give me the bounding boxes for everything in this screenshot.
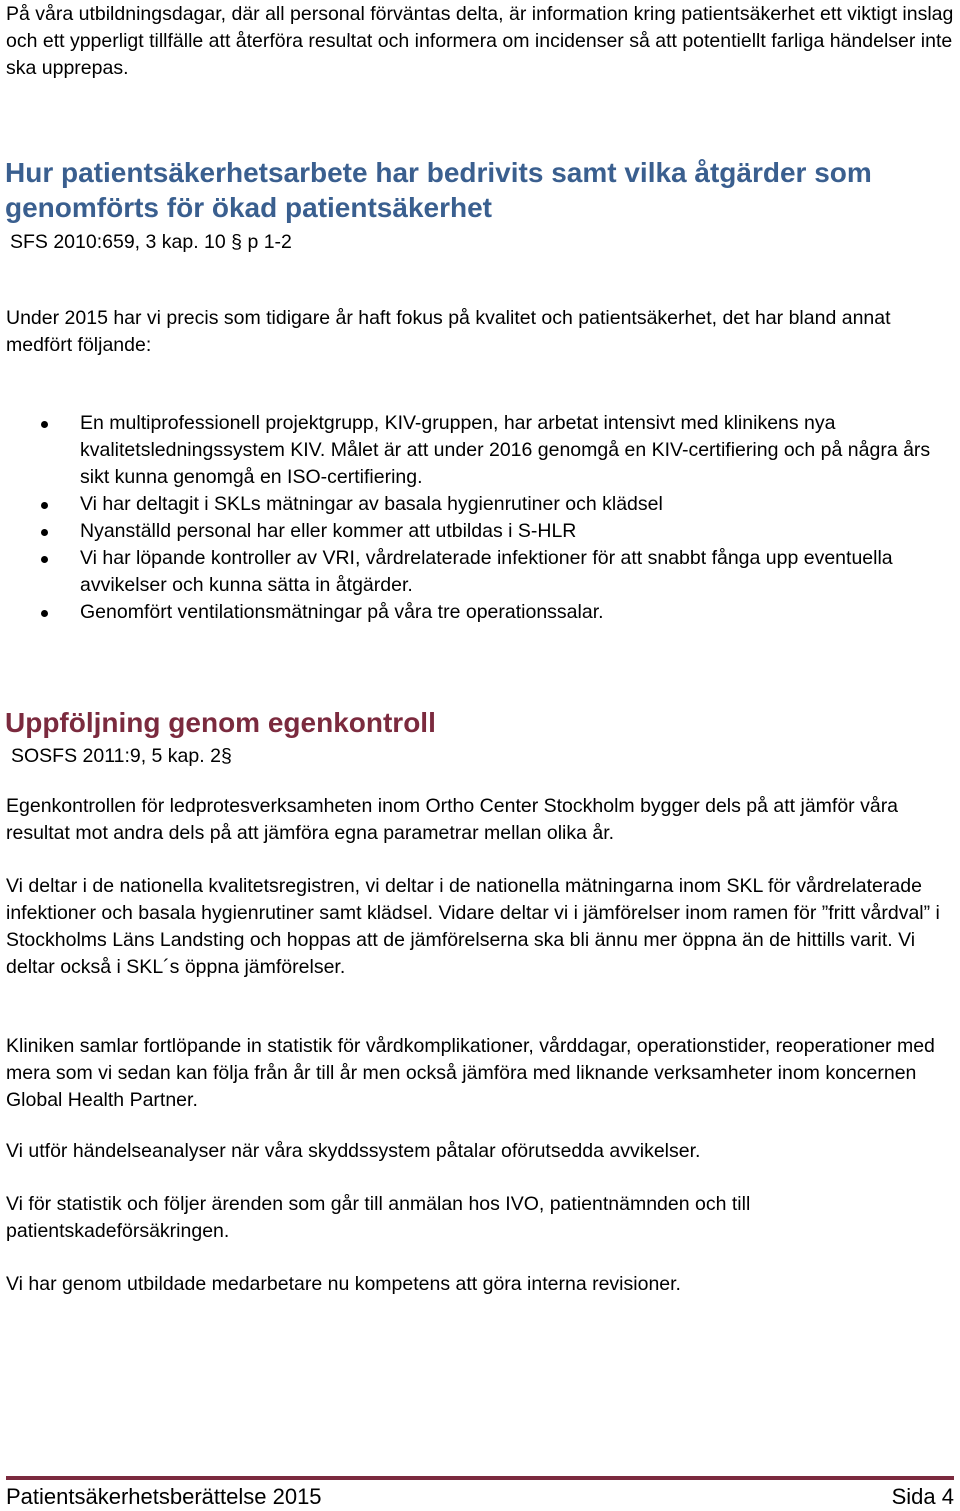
bullet-icon <box>41 421 48 428</box>
page-number: Sida 4 <box>891 1484 954 1509</box>
measures-list <box>0 410 950 626</box>
footer-title: Patientsäkerhetsberättelse 2015 <box>6 1484 322 1509</box>
bullet-icon <box>41 610 48 617</box>
body-paragraph: Vi deltar i de nationella kvalitetsregistren, vi deltar i de nationella mätningarna inom SKL för vårdrelaterade infektioner och basala hygienrutiner samt klädsel. Vidare deltar vi i jämförelser inom ramen för ”fritt vårdval” i Stockholms Läns Landsting och hoppas att de jämförelserna ska bli ännu mer öppna än de hittills varit. Vi deltar också i SKL´s öppna jämförelser. <box>6 875 940 978</box>
section-heading-follow-up: Uppföljning genom egenkontroll <box>5 707 436 738</box>
section-paragraph: Under 2015 har vi precis som tidigare år haft fokus på kvalitet och patientsäkerhet, det har bland annat medfört följande: <box>6 307 891 356</box>
bullet-icon <box>41 529 48 536</box>
list-item <box>0 491 950 518</box>
list-item-text: En multiprofessionell projektgrupp, KIV-gruppen, har arbetat intensivt med klinikens nya kvalitetsledningssystem KIV. Målet är att under 2016 genomgå en KIV-certifiering och på några års sikt kunna genomgå en ISO-certifiering. <box>80 412 931 488</box>
body-paragraph: Kliniken samlar fortlöpande in statistik för vårdkomplikationer, vårddagar, operationstider, reoperationer med mera som vi sedan kan följa från år till år men också jämföra med liknande verksamheter inom koncernen Global Health Partner. <box>6 1035 935 1111</box>
body-paragraph: Vi för statistik och följer ärenden som går till anmälan hos IVO, patientnämnden och till patientskadeförsäkringen. <box>6 1193 751 1242</box>
list-item <box>0 545 950 599</box>
body-paragraph: Vi utför händelseanalyser när våra skyddssystem påtalar oförutsedda avvikelser. <box>6 1140 701 1162</box>
reference-text: SFS 2010:659, 3 kap. 10 <box>10 231 226 253</box>
section-reference-sosfs <box>11 744 232 768</box>
section-heading-patient-safety: Hur patientsäkerhetsarbete har bedrivits samt vilka åtgärder som genomförts för ökad patientsäkerhet <box>5 157 872 223</box>
list-item <box>0 410 950 491</box>
bullet-icon <box>41 502 48 509</box>
list-item <box>0 518 950 545</box>
list-item-text: Nyanställd personal har eller kommer att utbildas i S-HLR <box>80 520 577 542</box>
body-paragraph: Vi har genom utbildade medarbetare nu kompetens att göra interna revisioner. <box>6 1273 681 1295</box>
reference-text: SOSFS 2011:9, 5 kap. 2 <box>11 745 221 767</box>
list-item-text: Vi har löpande kontroller av VRI, vårdrelaterade infektioner för att snabbt fånga upp eventuella avvikelser och kunna sätta in åtgärder. <box>80 547 893 596</box>
intro-paragraph: På våra utbildningsdagar, där all personal förväntas delta, är information kring patientsäkerhet ett viktigt inslag och ett ypperligt tillfälle att återföra resultat och informera om incidenser så att potentiellt farliga händelser inte ska upprepas. <box>6 3 954 79</box>
paragraph-symbol: § <box>231 231 243 253</box>
footer-divider <box>6 1476 954 1480</box>
bullet-icon <box>41 556 48 563</box>
list-item-text: Vi har deltagit i SKLs mätningar av basala hygienrutiner och klädsel <box>80 493 663 515</box>
reference-suffix: p 1-2 <box>247 231 292 253</box>
body-paragraph: Egenkontrollen för ledprotesverksamheten inom Ortho Center Stockholm bygger dels på att jämför våra resultat mot andra dels på att jämföra egna parametrar mellan olika år. <box>6 795 899 844</box>
list-item-text: Genomfört ventilationsmätningar på våra tre operationssalar. <box>80 601 604 623</box>
paragraph-symbol: § <box>220 745 232 767</box>
section-reference-sfs <box>10 230 292 254</box>
list-item <box>0 599 950 626</box>
